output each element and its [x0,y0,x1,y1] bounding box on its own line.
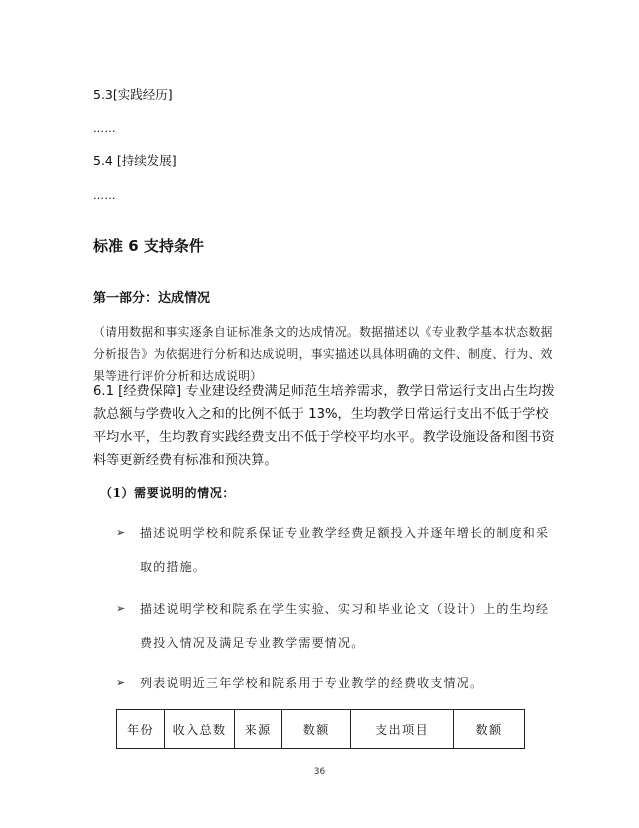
bullet-text: 列表说明近三年学校和院系用于专业教学的经费收支情况。 [140,676,484,690]
bullet-item [116,666,556,700]
table-header-cell: 来源 [235,710,282,749]
arrow-bullet-icon: ➢ [116,676,127,689]
table-header-cell: 数额 [454,710,525,749]
bullet-item [116,516,556,584]
section-5-4-title: 5.4 [持续发展] [93,153,177,168]
table-header-cell: 收入总数 [165,710,235,749]
page-number: 36 [313,767,326,777]
bullet-text: 描述说明学校和院系在学生实验、实习和毕业论文（设计）上的生均经费投入情况及满足专业教学需要情况。 [140,602,550,650]
criterion-6-1-paragraph: 6.1 [经费保障] 专业建设经费满足师范生培养需求，教学日常运行支出占生均拨款总额与学费收入之和的比例不低于 13%，生均教学日常运行支出不低于学校平均水平，生均教育实践经费支出不低于学校平均水平。教学设施设备和图书资料等更新经费有标准和预决算。 [93,384,555,468]
table-header-cell: 支出项目 [351,710,454,749]
ellipsis-placeholder: …… [93,122,116,135]
arrow-bullet-icon: ➢ [116,526,127,539]
instruction-note: （请用数据和事实逐条自证标准条文的达成情况。数据描述以《专业教学基本状态数据分析报告》为依据进行分析和达成说明，事实描述以具体明确的文件、制度、行为、效果等进行评价分析和达成说明） [93,325,553,383]
part-one-heading: 第一部分：达成情况 [93,291,211,306]
ellipsis-placeholder: …… [93,189,116,202]
bullet-item [116,592,556,660]
section-5-3-title: 5.3[实践经历] [93,87,173,102]
required-explanation-heading: （1）需要说明的情况： [100,486,235,500]
bullet-text: 描述说明学校和院系保证专业教学经费足额投入并逐年增长的制度和采取的措施。 [140,526,550,574]
standard-6-heading: 标准 6 支持条件 [93,237,204,255]
arrow-bullet-icon: ➢ [116,602,127,615]
table-header-cell: 数额 [282,710,351,749]
funding-table [116,709,525,749]
table-header-cell: 年份 [117,710,165,749]
table-header-row [117,710,525,749]
